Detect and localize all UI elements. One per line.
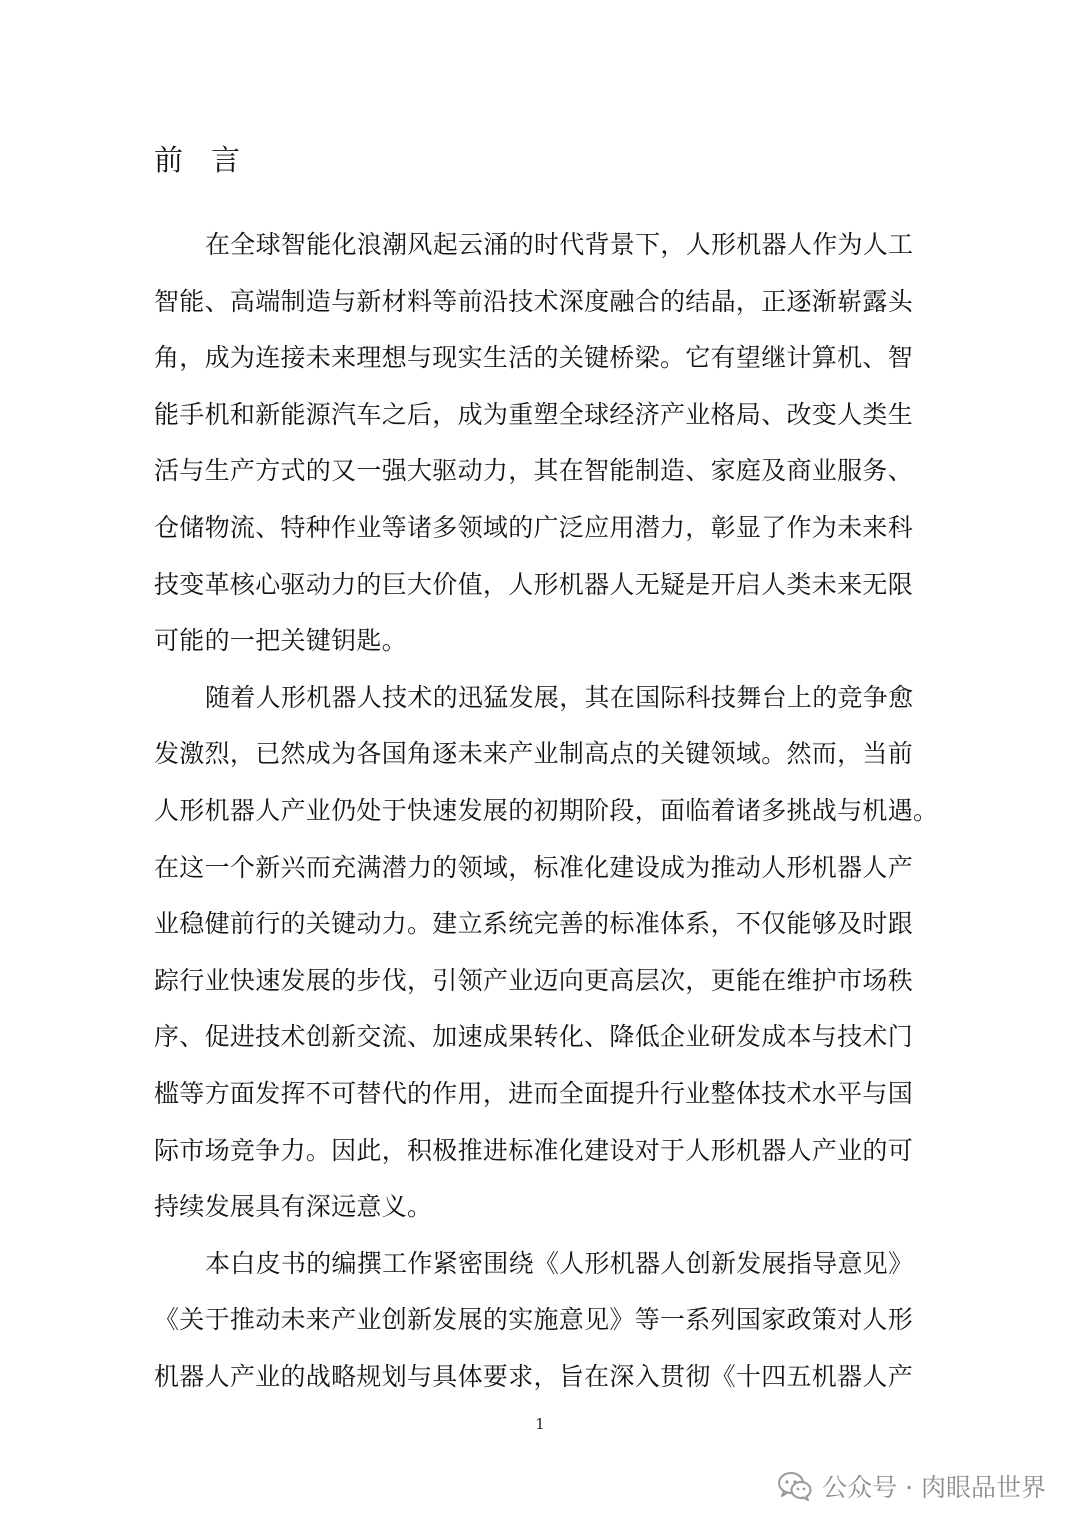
text-line: 能手机和新能源汽车之后，成为重塑全球经济产业格局、改变人类生 [154,399,914,429]
body-text [154,225,939,1413]
text-line: 在这一个新兴而充满潜力的领域，标准化建设成为推动人形机器人产 [154,852,914,882]
text-line: 人形机器人产业仍处于快速发展的初期阶段，面临着诸多挑战与机遇。 [154,795,939,825]
watermark-text: 公众号 · 肉眼品世界 [822,1473,1046,1502]
text-line: 活与生产方式的又一强大驱动力，其在智能制造、家庭及商业服务、 [154,456,914,486]
text-line: 智能、高端制造与新材料等前沿技术深度融合的结晶，正逐渐崭露头 [154,286,914,316]
text-line: 可能的一把关键钥匙。 [154,626,408,656]
text-line: 在全球智能化浪潮风起云涌的时代背景下，人形机器人作为人工 [205,230,914,259]
paragraph [154,225,924,678]
watermark [778,1466,1046,1506]
text-line: 序、促进技术创新交流、加速成果转化、降低企业研发成本与技术门 [154,1022,914,1052]
text-line: 本白皮书的编撰工作紧密围绕《人形机器人创新发展指导意见》 [205,1248,914,1278]
text-line: 持续发展具有深远意义。 [154,1192,433,1222]
text-line: 技变革核心驱动力的巨大价值，人形机器人无疑是开启人类未来无限 [154,569,914,599]
page-number: 1 [535,1415,545,1433]
paragraph [154,678,939,1244]
text-line: 仓储物流、特种作业等诸多领域的广泛应用潜力，彰显了作为未来科 [154,512,914,542]
text-line: 《关于推动未来产业创新发展的实施意见》等一系列国家政策对人形 [154,1305,914,1335]
text-line: 际市场竞争力。因此，积极推进标准化建设对于人形机器人产业的可 [154,1135,914,1165]
text-line: 踪行业快速发展的步伐，引领产业迈向更高层次，更能在维护市场秩 [154,965,914,995]
section-heading: 前言 [154,143,269,177]
text-line: 角，成为连接未来理想与现实生活的关键桥梁。它有望继计算机、智 [154,343,914,373]
paragraph [154,1244,924,1414]
text-line: 业稳健前行的关键动力。建立系统完善的标准体系，不仅能够及时跟 [154,909,914,939]
text-line: 发激烈，已然成为各国角逐未来产业制高点的关键领域。然而，当前 [154,739,914,769]
wechat-icon [778,1471,812,1501]
text-line: 机器人产业的战略规划与具体要求，旨在深入贯彻《十四五机器人产 [154,1361,914,1391]
text-line: 随着人形机器人技术的迅猛发展，其在国际科技舞台上的竞争愈 [205,682,914,712]
text-line: 槛等方面发挥不可替代的作用，进而全面提升行业整体技术水平与国 [154,1078,914,1108]
